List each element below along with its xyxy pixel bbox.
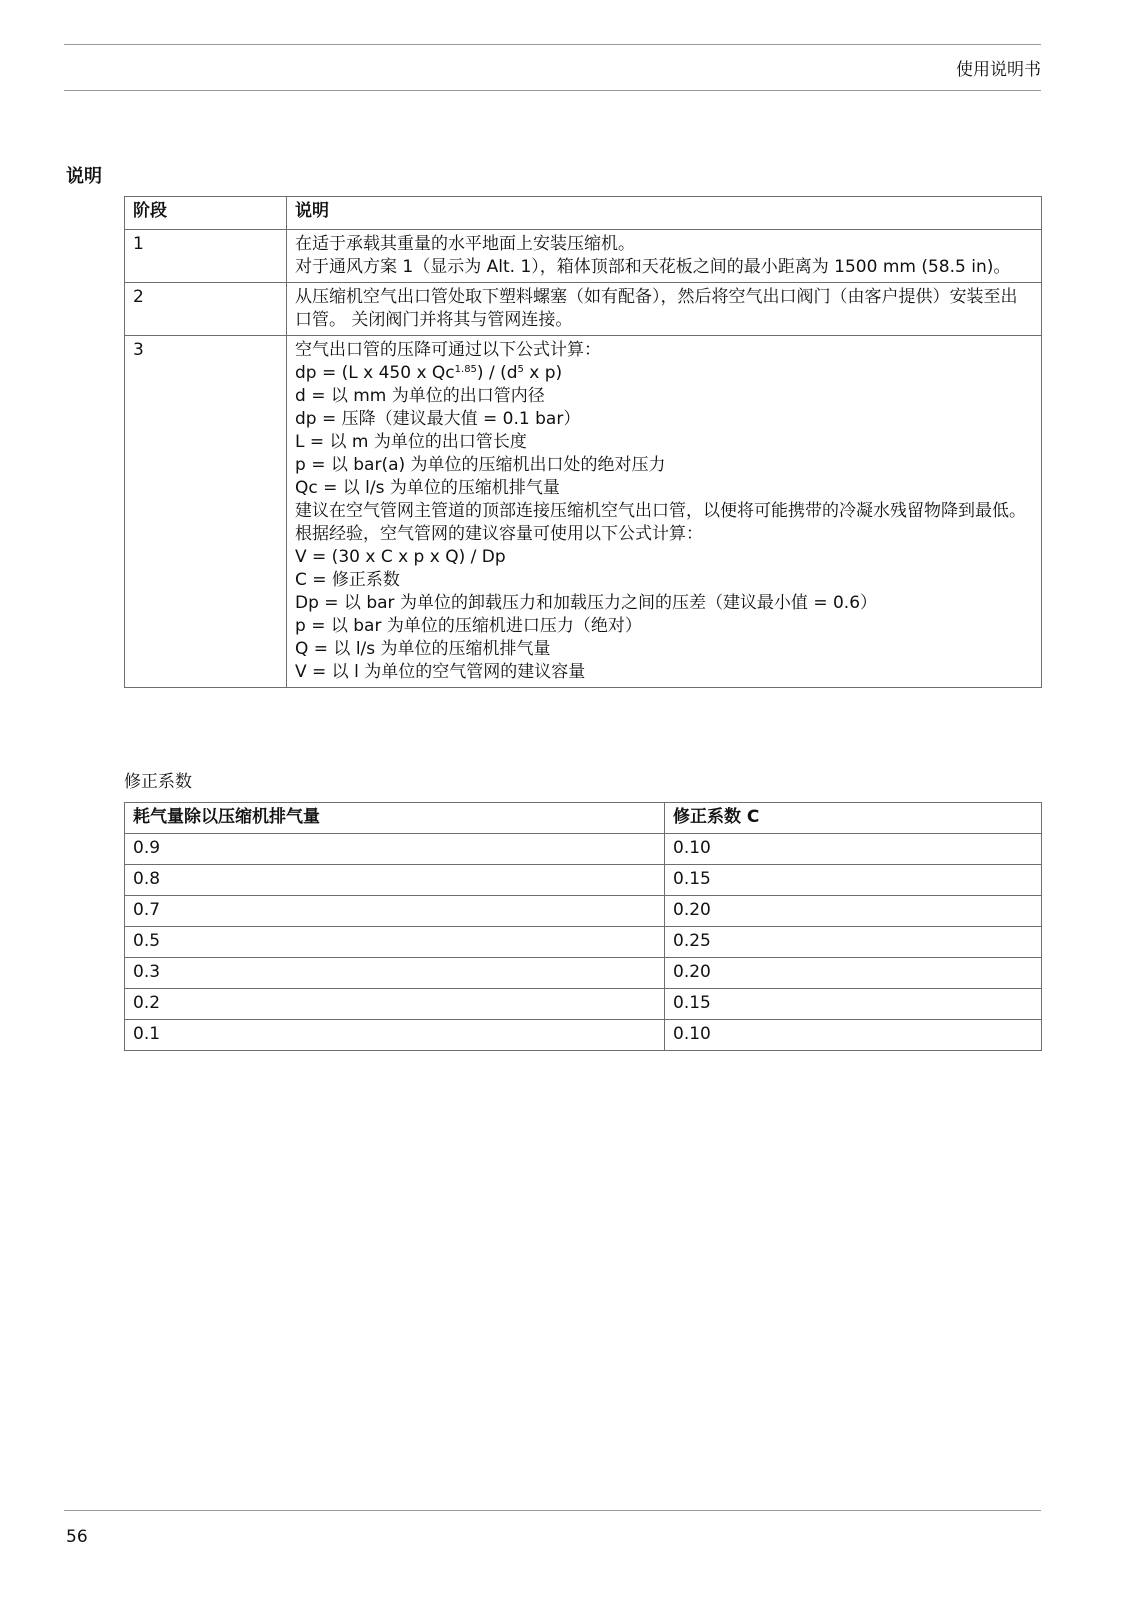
factor-cell: 0.20: [665, 958, 1042, 989]
step-line: V = 以 l 为单位的空气管网的建议容量: [295, 662, 586, 682]
step-number: 3: [125, 336, 287, 688]
pressure-drop-formula: dp = (L x 450 x $Qc^{1.85}) / (d^5$ x p): [295, 363, 563, 383]
step-number: 2: [125, 283, 287, 336]
step-line: 根据经验，空气管网的建议容量可使用以下公式计算：: [295, 524, 703, 544]
table-row: [125, 958, 1042, 989]
table-row: [125, 989, 1042, 1020]
step-line: p = 以 bar(a) 为单位的压缩机出口处的绝对压力: [295, 455, 666, 475]
step-line: 从压缩机空气出口管处取下塑料螺塞（如有配备），然后将空气出口阀门（由客户提供）安装至出口管。 关闭阀门并将其与管网连接。: [295, 287, 1018, 330]
ratio-cell: 0.9: [125, 834, 665, 865]
steps-table-header-row: [125, 197, 1042, 230]
step-line: Dp = 以 bar 为单位的卸载压力和加载压力之间的压差（建议最小值 = 0.6）: [295, 593, 878, 613]
step-line: Q = 以 l/s 为单位的压缩机排气量: [295, 639, 551, 659]
table-row: [125, 336, 1042, 688]
table-row: [125, 865, 1042, 896]
header-rule-bottom: [64, 90, 1041, 91]
table-row: [125, 896, 1042, 927]
ratio-cell: 0.8: [125, 865, 665, 896]
steps-header-stage: 阶段: [125, 197, 287, 230]
factor-cell: 0.10: [665, 834, 1042, 865]
ratio-cell: 0.1: [125, 1020, 665, 1051]
table-row: [125, 927, 1042, 958]
step-description: [287, 283, 1042, 336]
table-row: [125, 834, 1042, 865]
steps-table: [124, 196, 1042, 688]
step-number: 1: [125, 230, 287, 283]
factor-cell: 0.25: [665, 927, 1042, 958]
factor-cell: 0.15: [665, 865, 1042, 896]
document-title: 使用说明书: [956, 60, 1041, 80]
steps-header-description: 说明: [287, 197, 1042, 230]
step-line: 建议在空气管网主管道的顶部连接压缩机空气出口管，以便将可能携带的冷凝水残留物降到最低。: [295, 501, 1026, 521]
step-line: L = 以 m 为单位的出口管长度: [295, 432, 527, 452]
factor-table-caption: 修正系数: [124, 772, 192, 792]
factor-header-ratio: 耗气量除以压缩机排气量: [125, 803, 665, 834]
step-description: [287, 336, 1042, 688]
factor-cell: 0.15: [665, 989, 1042, 1020]
factor-table-header-row: [125, 803, 1042, 834]
factor-cell: 0.20: [665, 896, 1042, 927]
step-line: 对于通风方案 1（显示为 Alt. 1），箱体顶部和天花板之间的最小距离为 1500 mm (58.5 in)。: [295, 257, 1011, 277]
table-row: [125, 1020, 1042, 1051]
header-rule-top: [64, 44, 1041, 45]
step-line: V = (30 x C x p x Q) / Dp: [295, 547, 506, 567]
factor-cell: 0.10: [665, 1020, 1042, 1051]
step-line: p = 以 bar 为单位的压缩机进口压力（绝对）: [295, 616, 642, 636]
step-description: [287, 230, 1042, 283]
step-line: 在适于承载其重量的水平地面上安装压缩机。: [295, 234, 635, 254]
footer-rule: [64, 1510, 1041, 1511]
step-line: C = 修正系数: [295, 570, 400, 590]
ratio-cell: 0.5: [125, 927, 665, 958]
step-line: dp = 压降（建议最大值 = 0.1 bar）: [295, 409, 581, 429]
table-row: [125, 230, 1042, 283]
ratio-cell: 0.7: [125, 896, 665, 927]
table-row: [125, 283, 1042, 336]
step-line: d = 以 mm 为单位的出口管内径: [295, 386, 545, 406]
step-line: Qc = 以 l/s 为单位的压缩机排气量: [295, 478, 560, 498]
correction-factor-table: [124, 802, 1042, 1051]
ratio-cell: 0.2: [125, 989, 665, 1020]
page-number: 56: [66, 1527, 88, 1547]
factor-header-c: 修正系数 C: [665, 803, 1042, 834]
section-title: 说明: [66, 166, 102, 187]
ratio-cell: 0.3: [125, 958, 665, 989]
step-line: 空气出口管的压降可通过以下公式计算：: [295, 340, 601, 360]
